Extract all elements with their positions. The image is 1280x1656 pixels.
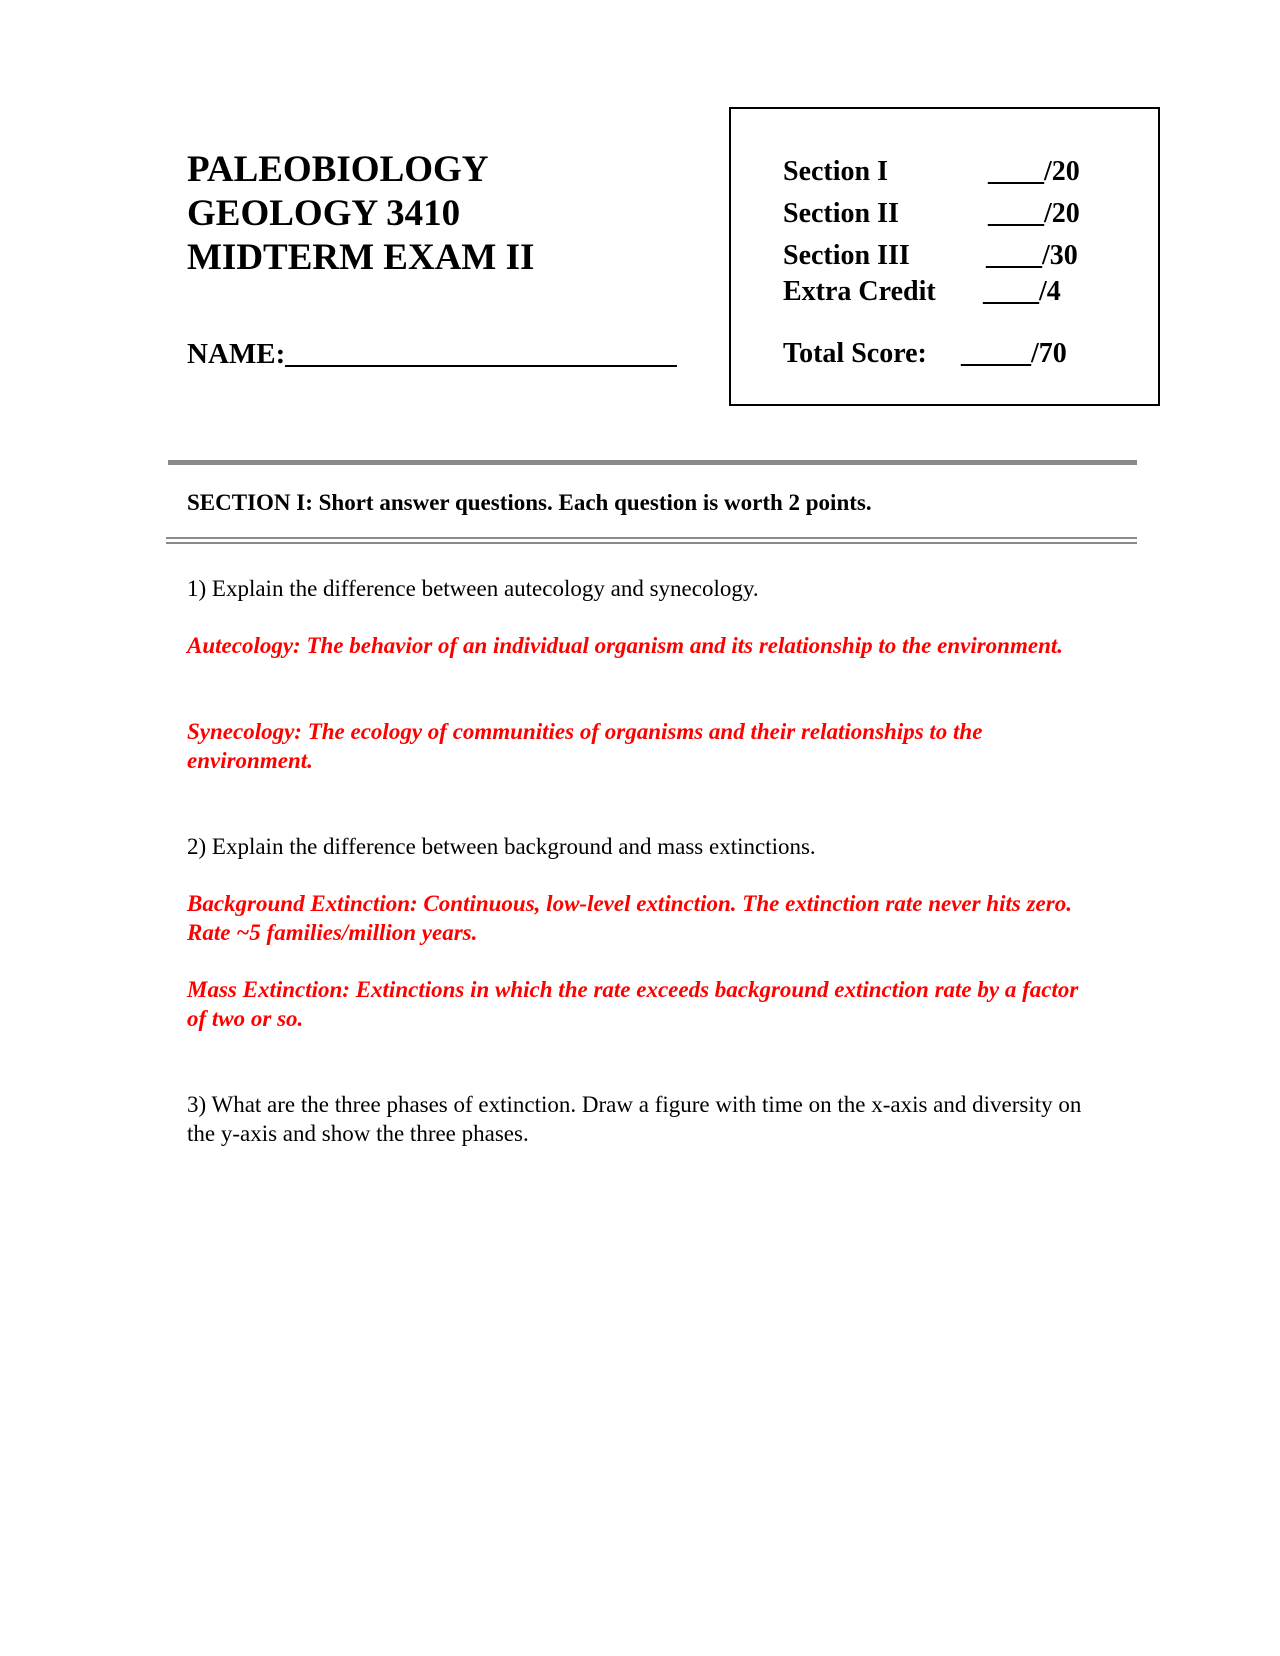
student-name-field: NAME:___________________________ [187,338,677,370]
question-1: 1) Explain the difference between autecology and synecology. [187,576,759,601]
answer-2a: Background Extinction: Continuous, low-level extinction. The extinction rate never hits zero. Rate ~5 families/million years. [187,891,1072,945]
divider-double [166,537,1137,544]
total-score-label: Total Score: [783,338,927,369]
question-2: 2) Explain the difference between background and mass extinctions. [187,834,816,859]
section-heading: SECTION I: Short answer questions. Each question is worth 2 points. [187,490,872,515]
score-blank: ____/4 [983,276,1061,307]
divider-thick [168,460,1137,465]
exam-title [187,148,534,280]
question-3: 3) What are the three phases of extinction. Draw a figure with time on the x-axis and diversity on the y-axis and show the three phases. [187,1092,1082,1146]
score-box [729,107,1160,406]
score-label: Section I [783,156,888,187]
total-score-blank: _____/70 [961,338,1067,369]
score-label: Extra Credit [783,276,936,307]
score-label: Section II [783,198,899,229]
score-blank: ____/20 [988,156,1080,187]
course-title: PALEOBIOLOGY [187,149,489,190]
score-blank: ____/30 [986,240,1078,271]
exam-name: MIDTERM EXAM II [187,237,535,278]
answer-1b: Synecology: The ecology of communities of organisms and their relationships to the environment. [187,719,983,773]
score-label: Section III [783,240,910,271]
score-blank: ____/20 [988,198,1080,229]
course-number: GEOLOGY 3410 [187,193,461,234]
answer-1a: Autecology: The behavior of an individual organism and its relationship to the environment. [187,633,1063,658]
answer-2b: Mass Extinction: Extinctions in which the rate exceeds background extinction rate by a factor of two or so. [187,977,1079,1031]
